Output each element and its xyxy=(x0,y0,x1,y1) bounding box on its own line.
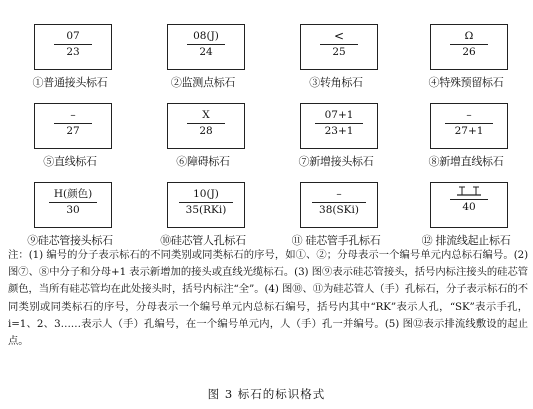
marker-denominator: 23+1 xyxy=(324,125,354,137)
marker-cell xyxy=(139,172,267,252)
marker-cell xyxy=(139,93,267,173)
marker-denominator: 35(RKi) xyxy=(185,204,227,216)
marker-caption: ⑥障碍标石 xyxy=(176,155,230,168)
marker-numerator: – xyxy=(70,109,76,121)
marker-caption: ⑫ 排流线起止标石 xyxy=(421,234,511,247)
marker-caption: ④特殊预留标石 xyxy=(428,76,504,89)
marker-box xyxy=(167,182,245,228)
marker-numerator: – xyxy=(466,109,472,121)
marker-numerator: 10(J) xyxy=(193,188,219,200)
marker-caption: ⑧新增直线标石 xyxy=(428,155,504,168)
marker-denominator: 23 xyxy=(66,46,80,58)
marker-caption: ①普通接头标石 xyxy=(32,76,108,89)
marker-denominator: 28 xyxy=(199,125,213,137)
marker-cell xyxy=(272,93,400,173)
marker-box xyxy=(167,24,245,70)
notes-paragraph: 注：(1) 编号的分子表示标石的不同类别或同类标石的序号，如①、②；分母表示一个编号单元内总标石编号。(2) 图⑦、⑧中分子和分母+1 表示新增加的接头或直线光缆标石。(3) 图⑨表示硅芯管接头，括号内标注接头的硅芯管颜色，当所有硅芯管均在此处接头时，括号内标注“全”。(4) 图⑩、⑪为硅芯管人（手）孔标石，分子表示标石的不同类别或同类标石的序号，分母表示一个编号单元内总标石编号，括号内其中“RK”表示人孔，“SK”表示手孔，i=1、2、3……表示人（手）孔编号，在一个编号单元内，人（手）孔一并编号。(5) 图⑫表示排流线敷设的起止点。 xyxy=(8,249,528,348)
marker-caption: ⑦新增接头标石 xyxy=(298,155,374,168)
marker-denominator: 27 xyxy=(66,125,80,137)
marker-box xyxy=(300,24,378,70)
marker-denominator: 24 xyxy=(199,46,213,58)
marker-numerator: 08(J) xyxy=(193,30,219,42)
marker-denominator: 25 xyxy=(332,46,346,58)
marker-box xyxy=(34,103,112,149)
marker-cell xyxy=(6,14,134,94)
marker-box xyxy=(430,24,508,70)
marker-numerator: 07+1 xyxy=(324,109,354,121)
marker-caption: ⑩硅芯管人孔标石 xyxy=(160,234,246,247)
marker-cell xyxy=(402,14,530,94)
marker-box xyxy=(430,103,508,149)
marker-cell xyxy=(6,172,134,252)
marker-box xyxy=(167,103,245,149)
marker-box xyxy=(34,24,112,70)
marker-numerator: Ω xyxy=(464,30,474,42)
marker-numerator xyxy=(431,185,507,199)
marker-cell xyxy=(6,93,134,173)
marker-box xyxy=(300,182,378,228)
marker-denominator: 40 xyxy=(462,201,476,213)
marker-cell xyxy=(139,14,267,94)
marker-box xyxy=(430,182,508,228)
marker-denominator: 27+1 xyxy=(454,125,484,137)
marker-cell xyxy=(402,172,530,252)
marker-caption: ②监测点标石 xyxy=(170,76,236,89)
marker-box xyxy=(34,182,112,228)
figure-caption: 图 3 标石的标识格式 xyxy=(207,387,326,401)
marker-numerator: < xyxy=(333,29,345,43)
marker-denominator: 26 xyxy=(462,46,476,58)
marker-caption: ⑤直线标石 xyxy=(43,155,97,168)
marker-caption: ⑨硅芯管接头标石 xyxy=(27,234,113,247)
marker-cell xyxy=(402,93,530,173)
marker-box xyxy=(300,103,378,149)
marker-cell xyxy=(272,172,400,252)
marker-numerator: H(颜色) xyxy=(53,188,93,200)
marker-numerator: 07 xyxy=(66,30,80,42)
marker-numerator: X xyxy=(202,109,210,121)
marker-caption: ③转角标石 xyxy=(309,76,363,89)
marker-denominator: 38(SKi) xyxy=(319,204,359,216)
marker-cell xyxy=(272,14,400,94)
drain-line-icon xyxy=(449,185,489,199)
marker-numerator: – xyxy=(336,188,342,200)
marker-denominator: 30 xyxy=(66,204,80,216)
marker-caption: ⑪ 硅芯管手孔标石 xyxy=(291,234,381,247)
